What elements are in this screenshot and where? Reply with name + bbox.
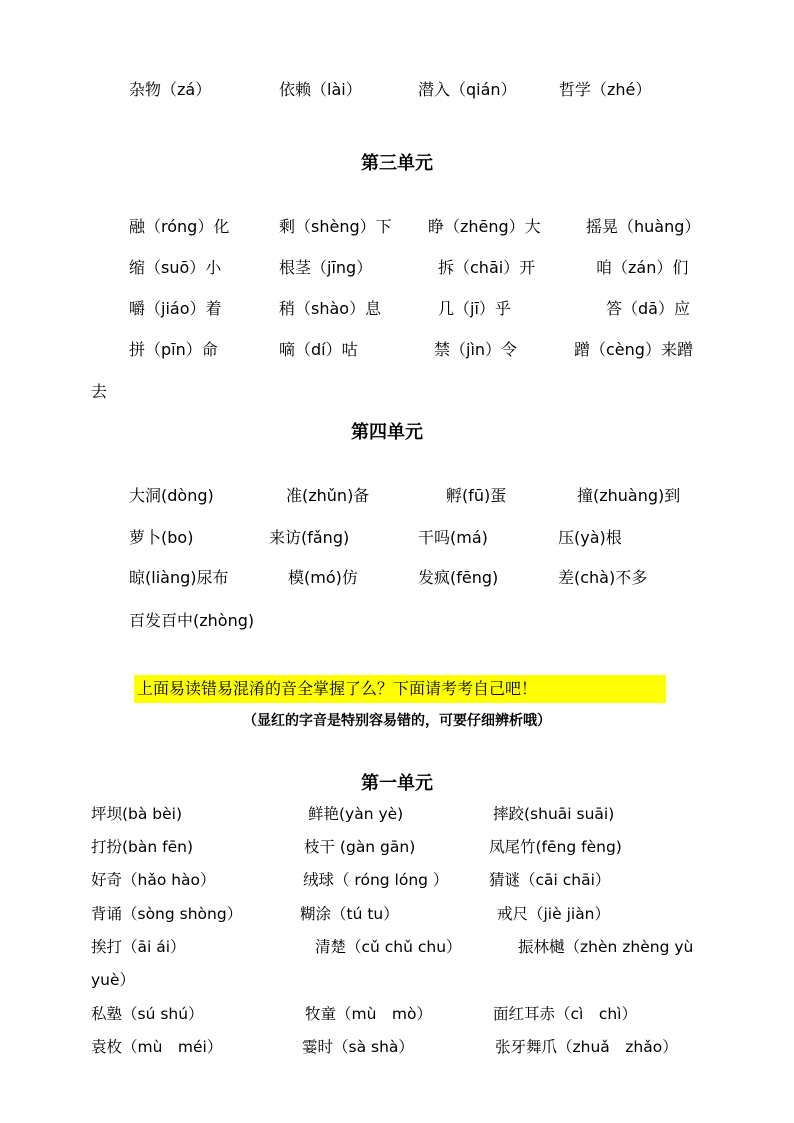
- word-item: 百发百中(zhòng): [129, 611, 255, 630]
- word-item: 挨打（āi ái）: [91, 938, 186, 956]
- word-item: 打扮(bàn fēn): [91, 838, 193, 856]
- word-item: 好奇（hǎo hào）: [91, 871, 216, 889]
- word-item: 清楚（cǔ chǔ chu）: [315, 938, 462, 956]
- word-item: 嘀（dí）咕: [279, 340, 358, 359]
- word-item: 袁枚（mù méi）: [91, 1038, 223, 1056]
- section-title-unit1: 第一单元: [361, 773, 433, 794]
- word-item: 嚼（jiáo）着: [129, 299, 222, 318]
- section-title-unit4: 第四单元: [351, 422, 423, 443]
- word-item-wrap: yuè）: [91, 971, 136, 989]
- word-item: 几（jī）乎: [438, 299, 511, 318]
- word-item: 干吗(má): [418, 528, 488, 547]
- word-item: 潜入（qián）: [418, 80, 517, 99]
- word-item: 摇晃（huàng）: [586, 217, 701, 236]
- word-item: 压(yà)根: [558, 528, 622, 547]
- word-item: 鲜艳(yàn yè): [308, 805, 404, 823]
- word-item: 猜谜（cāi chāi）: [489, 871, 611, 889]
- word-item: 准(zhǔn)备: [286, 486, 370, 505]
- word-item: 杂物（zá）: [129, 80, 212, 99]
- word-item: 晾(liàng)尿布: [129, 568, 229, 587]
- word-item: 蹭（cèng）来蹭: [574, 340, 693, 359]
- word-item: 摔跤(shuāi suāi): [493, 805, 615, 823]
- word-item: 枝干 (gàn gān): [304, 838, 416, 856]
- word-item: 萝卜(bo): [129, 528, 194, 547]
- word-item: 差(chà)不多: [558, 568, 648, 587]
- note-text: （显红的字音是特别容易错的，可要仔细辨析哦）: [243, 713, 551, 729]
- highlight-banner: [134, 675, 666, 703]
- word-item: 孵(fū)蛋: [446, 486, 507, 505]
- word-item: 融（róng）化: [129, 217, 230, 236]
- word-item: 凤尾竹(fēng fèng): [489, 838, 622, 856]
- word-item: 牧童（mù mò）: [305, 1005, 433, 1023]
- word-item: 绒球（ róng lóng ）: [303, 871, 449, 889]
- word-item: 大洞(dòng): [129, 486, 214, 505]
- word-item: 来访(fǎng): [269, 528, 350, 547]
- word-item: 背诵（sòng shòng）: [91, 905, 243, 923]
- word-item: 戒尺（jiè jiàn）: [497, 905, 611, 923]
- word-item: 发疯(fēng): [418, 568, 499, 587]
- word-item: 拆（chāi）开: [438, 258, 536, 277]
- word-item: 稍（shào）息: [279, 299, 382, 318]
- banner-text: 上面易读错易混淆的音全掌握了么？下面请考考自己吧！: [137, 679, 538, 698]
- word-item: 禁（jìn）令: [434, 340, 518, 359]
- word-item: 睁（zhēng）大: [428, 217, 541, 236]
- word-item-wrap: 去: [91, 382, 108, 401]
- word-item: 答（dā）应: [606, 299, 690, 318]
- word-item: 霎时（sà shà）: [302, 1038, 414, 1056]
- word-item: 面红耳赤（cì chì）: [493, 1005, 637, 1023]
- word-item: 张牙舞爪（zhuǎ zhǎo）: [495, 1038, 678, 1056]
- word-item: 缩（suō）小: [129, 258, 222, 277]
- word-item: 根茎（jīng）: [279, 258, 373, 277]
- word-item: 坪坝(bà bèi): [91, 805, 183, 823]
- section-title-unit3: 第三单元: [361, 153, 433, 174]
- word-item: 拼（pīn）命: [129, 340, 218, 359]
- word-item: 撞(zhuàng)到: [577, 486, 681, 505]
- word-item: 依赖（lài）: [279, 80, 362, 99]
- word-item: 哲学（zhé）: [559, 80, 652, 99]
- word-item: 私塾（sú shú）: [91, 1005, 204, 1023]
- word-item: 模(mó)仿: [288, 568, 358, 587]
- word-item: 糊涂（tú tu）: [300, 905, 399, 923]
- word-item: 剩（shèng）下: [279, 217, 392, 236]
- word-item: 振林樾（zhèn zhèng yù: [518, 938, 694, 956]
- word-item: 咱（zán）们: [596, 258, 689, 277]
